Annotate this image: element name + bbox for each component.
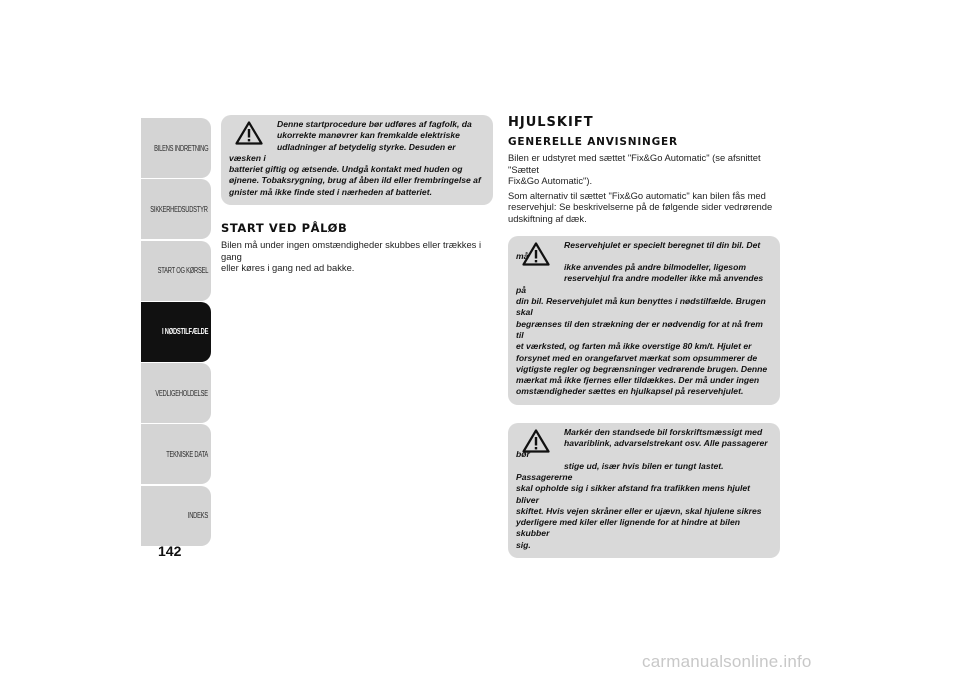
warning-line: skal opholde sig i sikker afstand fra trafikken mens hjulet bliver [516, 483, 751, 505]
tab-sikkerhedsudstyr[interactable] [141, 179, 211, 239]
warning-line: Reservehjulet er specielt beregnet til din bil. Det må [516, 239, 761, 261]
warning-line: din bil. Reservehjulet må kun benyttes i nødstilfælde. Brugen skal [516, 296, 766, 318]
warning-box-battery [221, 115, 493, 205]
tab-bilens-indretning[interactable] [141, 118, 211, 178]
warning-line: forsynet med en orangefarvet mærkat som opsummerer de [516, 352, 758, 363]
chapter-title-hjulskift: HJULSKIFT [508, 115, 594, 130]
warning-line: skiftet. Hvis vejen skråner eller er ujævn, skal hjulene sikres [516, 505, 762, 516]
body-line: reservehjul: Se beskrivelserne på de følgende sider vedrørende [508, 201, 773, 213]
warning-line: Markér den standsede bil forskriftsmæssigt med [564, 426, 763, 437]
warning-triangle-icon [522, 242, 550, 266]
warning-box-spare-wheel [508, 236, 780, 405]
warning-line: ikke anvendes på andre bilmodeller, ligesom [564, 262, 746, 273]
warning-line: Denne startprocedure bør udføres af fagfolk, da [277, 119, 472, 129]
warning-line: mærkat må ikke fjernes eller tildækkes. Der må under ingen [516, 375, 760, 386]
body-line: eller køres i gang ned ad bakke. [221, 262, 355, 274]
paragraph-reservehjul [508, 190, 780, 225]
body-line: Som alternativ til sættet "Fix&Go automatic" kan bilen fås med [508, 189, 766, 201]
section-title-start-ved-palob: START VED PÅLØB [221, 221, 348, 236]
warning-triangle-icon [235, 121, 263, 145]
warning-line: reservehjul fra andre modeller ikke må anvendes på [516, 273, 764, 295]
tab-label: INDEKS [187, 511, 208, 521]
paragraph-fixgo [508, 152, 780, 187]
tab-indeks[interactable] [141, 486, 211, 546]
body-text [221, 239, 493, 274]
tab-i-nodstilfaelde[interactable] [141, 302, 211, 362]
warning-line: sig. [516, 539, 531, 550]
warning-triangle-icon [522, 429, 550, 453]
tab-label: I NØDSTILFÆLDE [161, 327, 208, 337]
page-number: 142 [158, 543, 182, 559]
left-column [221, 115, 493, 277]
warning-line: batteriet giftig og ætsende. Undgå kontakt med huden og [229, 164, 463, 175]
watermark: carmanualsonline.info [642, 652, 812, 671]
warning-line: havariblink, advarselstrekant osv. Alle passagerer bør [516, 438, 768, 460]
body-line: Fix&Go Automatic"). [508, 175, 593, 187]
body-line: Bilen er udstyret med sættet "Fix&Go Automatic" (se afsnittet "Sættet [508, 152, 761, 175]
tab-label: START OG KØRSEL [157, 266, 208, 276]
tab-label: SIKKERHEDSUDSTYR [150, 204, 208, 214]
right-column [508, 115, 780, 558]
subtitle-generelle-anvisninger: GENERELLE ANVISNINGER [508, 136, 678, 148]
chapter-tabs [141, 118, 211, 547]
warning-line: øjnene. Tobaksrygning, brug af åben ild eller frembringelse af [229, 175, 481, 186]
warning-line: begrænses til den strækning der er nødvendig for at nå frem til [516, 318, 763, 340]
tab-vedligeholdelse[interactable] [141, 363, 211, 423]
warning-line: ukorrekte manøvrer kan fremkalde elektriske [277, 130, 460, 141]
tab-label: TEKNISKE DATA [166, 449, 208, 459]
warning-box-parked-car [508, 423, 780, 558]
warning-line: yderligere med kiler eller lignende for at hindre at bilen skubber [516, 517, 740, 539]
warning-line: vigtigste regler og begrænsninger vedrørende brugen. Denne [516, 363, 768, 374]
body-line: Bilen må under ingen omstændigheder skubbes eller trækkes i gang [221, 239, 482, 262]
warning-line: udladninger af betydelig styrke. Desuden er væsken i [229, 141, 456, 163]
tab-start-og-korsel[interactable] [141, 241, 211, 301]
warning-line: omstændigheder sættes en hjulkapsel på reservehjulet. [516, 386, 744, 397]
warning-line: gnister må ikke finde sted i nærheden af batteriet. [229, 186, 432, 197]
warning-line: stige ud, især hvis bilen er tungt lastet. Passagererne [516, 460, 724, 482]
warning-line: et værksted, og farten må ikke overstige 80 km/t. Hjulet er [516, 341, 752, 352]
tab-label: VEDLIGEHOLDELSE [155, 388, 208, 398]
tab-label: BILENS INDRETNING [153, 143, 208, 153]
tab-tekniske-data[interactable] [141, 424, 211, 484]
body-line: udskiftning af dæk. [508, 212, 587, 224]
